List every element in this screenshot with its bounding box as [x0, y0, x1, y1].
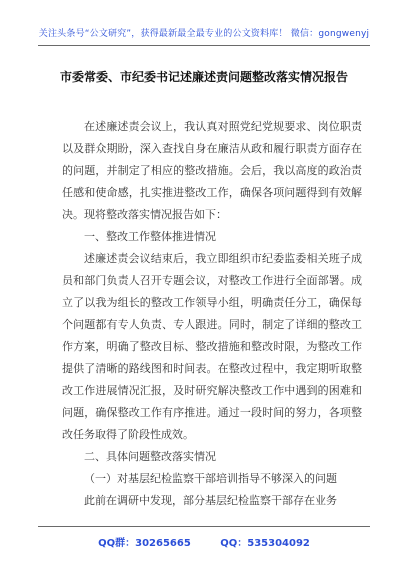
section-2-heading: 二、具体问题整改落实情况 — [84, 450, 216, 463]
subsection-1-heading: （一）对基层纪检监察干部培训指导不够深入的问题 — [84, 472, 337, 485]
footer-divider — [38, 526, 370, 527]
header-divider — [38, 45, 370, 46]
document-title: 市委常委、市纪委书记述廉述责问题整改落实情况报告 — [59, 70, 348, 84]
footer-qq-group: QQ群：30265665 — [98, 538, 191, 549]
subsection-1-paragraph: 此前在调研中发现，部分基层纪检监察干部存在业务 — [84, 494, 337, 507]
document-body — [62, 116, 362, 512]
section-1-heading: 一、整改工作整体推进情况 — [84, 230, 216, 243]
header-note: 关注头条号“公文研究”，获得最新最全最专业的公文资料库！ 微信：gongwenyj — [38, 29, 370, 39]
footer-contacts — [0, 534, 408, 549]
section-1-paragraph: 述廉述责会议结束后，我立即组织市纪委监委相关班子成员和部门负责人召开专题会议，对整改工作进行全面部署。成立了以我为组长的整改工作领导小组，明确责任分工，确保每个问题都有专人负责、专人跟进。同时，制定了详细的整改工作方案，明确了整改目标、整改措施和整改时限，为整改工作提供了清晰的路线图和时间表。在整改过程中，我定期听取整改工作进展情况汇报，及时研究解决整改工作中遇到的困难和问题，确保整改工作有序推进。通过一段时间的努力，各项整改任务取得了阶段性成效。 — [62, 252, 362, 441]
footer-qq: QQ：535304092 — [220, 538, 310, 549]
intro-paragraph: 在述廉述责会议上，我认真对照党纪党规要求、岗位职责以及群众期盼，深入查找自身在廉洁从政和履行职责方面存在的问题，并制定了相应的整改措施。会后，我以高度的政治责任感和使命感，扎实推进整改工作，确保各项问题得到有效解决。现将整改落实情况报告如下： — [62, 120, 362, 221]
